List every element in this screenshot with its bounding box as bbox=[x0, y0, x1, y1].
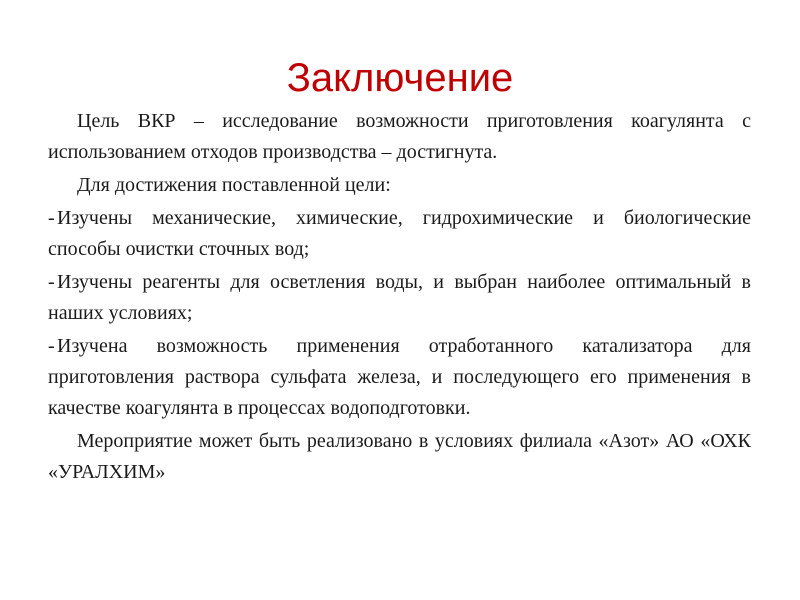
bullet-item-2 bbox=[48, 267, 751, 329]
bullet-item-1 bbox=[48, 203, 751, 265]
goal-paragraph: Цель ВКР – исследование возможности приготовления коагулянта с использованием отходов производства – достигнута. bbox=[48, 110, 751, 163]
bullet-text-1: Изучены механические, химические, гидрохимические и биологические способы очистки сточных вод; bbox=[48, 207, 751, 260]
bullet-item-3 bbox=[48, 331, 751, 424]
bullet-text-2: Изучены реагенты для осветления воды, и выбран наиболее оптимальный в наших условиях; bbox=[48, 271, 751, 324]
bullet-marker-1: - bbox=[48, 207, 55, 229]
intro-paragraph: Для достижения поставленной цели: bbox=[77, 174, 391, 196]
slide-content bbox=[48, 106, 751, 488]
bullet-text-3: Изучена возможность применения отработанного катализатора для приготовления раствора сульфата железа, и последующего его применения в качестве коагулянта в процессах водоподготовки. bbox=[48, 335, 751, 419]
bullet-marker-3: - bbox=[48, 335, 55, 357]
bullet-marker-2: - bbox=[48, 271, 55, 293]
conclusion-paragraph: Мероприятие может быть реализовано в условиях филиала «Азот» АО «ОХК «УРАЛХИМ» bbox=[48, 430, 751, 483]
slide-title: Заключение bbox=[286, 56, 514, 100]
